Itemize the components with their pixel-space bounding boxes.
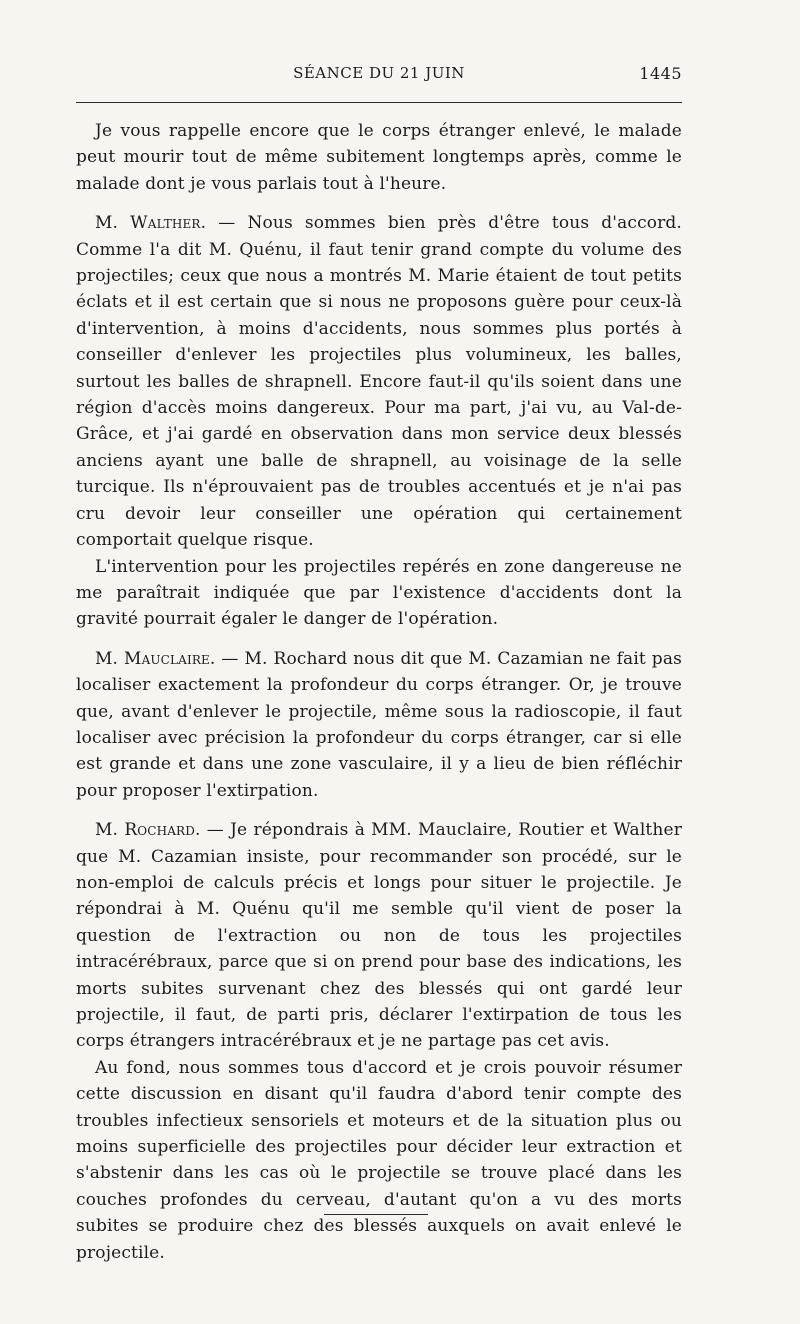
paragraph-3 <box>76 554 682 633</box>
speaker-name-rochard: Rochard. <box>124 820 201 841</box>
page-number: 1445 <box>639 64 682 83</box>
paragraph-5-text: — Je répondrais à MM. Mauclaire, Routier et Walther que M. Cazamian insiste, pour recommander son procédé, sur le non-emploi de calculs précis et longs pour situer le projectile. Je répondrai à M. Quénu qu'il me semble qu'il vient de poser la question de l'extraction ou non de tous les projectiles intracérébraux, parce que si on prend pour base des indications, les morts subites survenant chez des blessés qui ont gardé leur projectile, il faut, de parti pris, déclarer l'extirpation de tous les corps étrangers intracérébraux et je ne partage pas cet avis. <box>76 820 682 1052</box>
paragraph-3-text: L'intervention pour les projectiles repérés en zone dangereuse ne me paraîtrait indiquée que par l'existence d'accidents dont la gravité pourrait égaler le danger de l'opération. <box>76 556 682 630</box>
speaker-prefix: M. <box>95 213 131 234</box>
speaker-prefix: M. <box>95 820 125 841</box>
paragraph-6-text: Au fond, nous sommes tous d'accord et je crois pouvoir résumer cette discussion en disant qu'il faudra d'abord tenir compte des troubles infectieux sensoriels et moteurs et de la situation plus ou moins superficielle des projectiles pour décider leur extraction et s'abstenir dans les cas où le projectile se trouve placé dans les couches profondes du cerveau, d'autant qu'on a vu des morts subites se produire chez des blessés auxquels on avait enlevé le projectile. <box>76 1057 682 1263</box>
paragraph-1 <box>76 118 682 197</box>
paragraph-5-rochard <box>76 817 682 1055</box>
speaker-prefix: M. <box>95 648 125 669</box>
paragraph-2-walther <box>76 210 682 553</box>
paragraph-1-text: Je vous rappelle encore que le corps étranger enlevé, le malade peut mourir tout de même subitement longtemps après, comme le malade dont je vous parlais tout à l'heure. <box>76 121 682 194</box>
paragraph-4-text: — M. Rochard nous dit que M. Cazamian ne fait pas localiser exactement la profondeur du corps étranger. Or, je trouve que, avant d'enlever le projectile, même sous la radioscopie, il faut localiser avec précision la profondeur du corps étranger, car si elle est grande et dans une zone vasculaire, il y a lieu de bien réfléchir pour proposer l'extirpation. <box>76 648 683 801</box>
body-text <box>76 118 682 1266</box>
paragraph-4-mauclaire <box>76 646 682 804</box>
header-rule <box>76 102 682 103</box>
running-title: SÉANCE DU 21 JUIN <box>293 64 465 82</box>
end-rule <box>324 1214 428 1215</box>
paragraph-2-text: — Nous sommes bien près d'être tous d'accord. Comme l'a dit M. Quénu, il faut tenir grand compte du volume des projectiles; ceux que nous a montrés M. Marie étaient de tout petits éclats et il est certain que si nous ne proposons guère pour ceux-là d'intervention, à moins d'accidents, nous sommes plus portés à conseiller d'enlever les projectiles plus volumineux, les balles, surtout les balles de shrapnell. Encore faut-il qu'ils soient dans une région d'accès moins dangereux. Pour ma part, j'ai vu, au Val-de-Grâce, et j'ai gardé en observation dans mon service deux blessés anciens ayant une balle de shrapnell, au voisinage de la selle turcique. Ils n'éprouvaient pas de troubles accentués et je n'ai pas cru devoir leur conseiller une opération qui certainement comportait quelque risque. <box>76 213 682 551</box>
running-head <box>76 64 682 88</box>
speaker-name-walther: Walther. <box>130 213 207 234</box>
paragraph-6 <box>76 1055 682 1266</box>
speaker-name-mauclaire: Mauclaire. <box>124 648 216 669</box>
